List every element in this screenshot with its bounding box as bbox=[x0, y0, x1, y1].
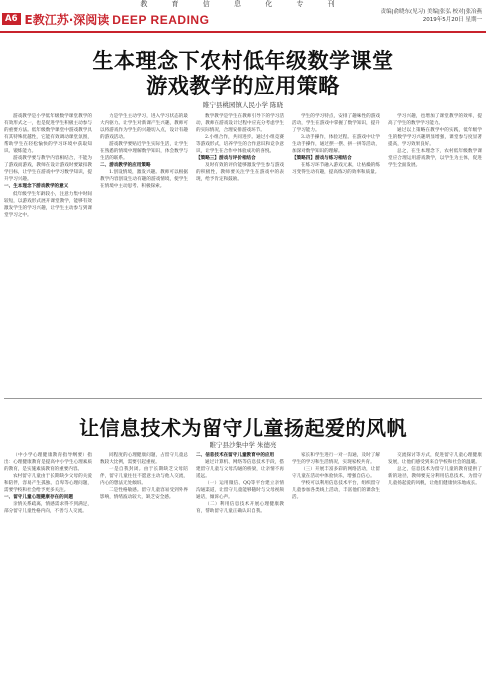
section-heading: 【策略三】游戏与评价相结合 bbox=[196, 156, 256, 162]
article2-byline: 睢宁县沙集中学 朱德亮 bbox=[209, 441, 277, 449]
paragraph: 通过计算机、网络等信息技术手段，搭建留守儿童与父母沟通的桥梁，让亲情不再遥远。 bbox=[196, 460, 284, 480]
masthead-rule bbox=[0, 31, 486, 33]
paragraph: 学校可以利用信息技术平台，组织留守儿童参加各类线上活动，丰富他们的课余生活。 bbox=[292, 481, 380, 501]
article2-column-1 bbox=[4, 452, 92, 690]
paragraph: 农村留守儿童由于长期缺少父母的关爱和陪伴，容易产生孤独、自卑等心理问题，需要学校和社会给予更多关注。 bbox=[4, 474, 92, 494]
paragraph: 一是自我封闭。由于长期缺乏父母陪伴，留守儿童往往不愿意主动与他人交流，内心的想法无处倾诉。 bbox=[100, 467, 188, 487]
paragraph: 家长和学生进行一对一沟通，及时了解学生的学习和生活情况，实现家校共育。 bbox=[292, 453, 380, 466]
paragraph: 及时有效的评价能够激发学生参与游戏的积极性，教师要关注学生在游戏中的表现，给予肯定和鼓励。 bbox=[196, 163, 284, 183]
article2-column-4 bbox=[292, 452, 380, 690]
paragraph: 交流探讨等方式，促进留守儿童心理健康发展，让他们感受到来自学校和社会的温暖。 bbox=[388, 453, 482, 466]
column-title bbox=[25, 11, 210, 28]
section-heading: 【策略四】游戏与练习相结合 bbox=[292, 156, 352, 162]
article1-title-line1: 生本理念下农村低年级数学课堂 bbox=[92, 49, 394, 73]
paragraph: 总之，在生本理念下，农村低年级数学课堂应合理运用游戏教学，以学生为主体，促进学生全面发展。 bbox=[388, 149, 482, 169]
paragraph: 游戏教学是小学低年级数学课堂教学的有效形式之一，也是促进学生积极主动参与的重要方法。低年级数学课堂中游戏教学具有其特殊优越性，它能有效调动课堂氛围，帮助学生在轻松愉快的学习环境中获取知识、锻炼能力。 bbox=[4, 114, 92, 155]
paragraph: 亲情关系疏离，情感需求得不到满足，部分留守儿童性格内向，不善与人交流。 bbox=[4, 502, 92, 515]
column-title-en: DEEP READING bbox=[112, 12, 210, 27]
paragraph: 数学教学是学生在教师引导下的学习活动，教师在游戏设计过程中应充分考虑学生的实际情况，合理安排游戏环节。 bbox=[196, 114, 284, 134]
paragraph: （一）运用微信、QQ等平台建立亲情沟通渠道，让留守儿童能够随时与父母视频通话，倾诉心声。 bbox=[196, 481, 284, 501]
masthead bbox=[0, 9, 486, 29]
paragraph: 1.创设情境，激发兴趣。教师可以根据教学内容创设生动有趣的游戏情境，使学生在情境中主动思考、积极探索。 bbox=[100, 170, 188, 190]
editor-credits: 责编|俞晓东(见习) 美编|张弘 校对|张冶燕 bbox=[380, 9, 482, 15]
section-heading: 一、留守儿童心理健康存在的问题 bbox=[4, 495, 73, 501]
paragraph: 学习兴趣，也增加了课堂教学的效率，提高了学生的数学学习能力。 bbox=[388, 114, 482, 127]
article1-column-2 bbox=[100, 113, 188, 391]
article-divider bbox=[4, 398, 482, 399]
article1-byline: 睢宁县桃园镇人民小学 陈晓 bbox=[202, 101, 284, 109]
masthead-info bbox=[381, 9, 482, 24]
paragraph: 二是性格敏感。留守儿童容易受到外界影响，情绪波动较大，缺乏安全感。 bbox=[100, 488, 188, 501]
paragraph: 力是学生主动学习，进入学习状态的最大内驱力。让学生对新课产生兴趣，教师可以将游戏作为学生的兴趣切入点，设计有趣的游戏活动。 bbox=[100, 114, 188, 141]
article2-column-3 bbox=[196, 452, 284, 690]
paragraph: 通过以上策略在教学中的实践，低年级学生的数学学习兴趣明显增强，课堂参与度显著提高，学习效果良好。 bbox=[388, 128, 482, 148]
article1-column-4 bbox=[292, 113, 380, 391]
section-heading: 二、信息技术在留守儿童教育中的应用 bbox=[196, 453, 275, 458]
column-title-cn: E教江苏·深阅读 bbox=[24, 12, 110, 27]
paragraph: 在练习环节融入游戏元素，让枯燥的练习变得生动有趣，提高练习的效率和质量。 bbox=[292, 163, 380, 176]
masthead-slogan-bar bbox=[0, 0, 486, 8]
paragraph: 总之，信息技术为留守儿童的教育提供了新的途径，教师要充分利用信息技术，为留守儿童扬起爱的风帆，让他们健康快乐地成长。 bbox=[388, 467, 482, 487]
masthead-slogan: 教 育 信 息 化 专 刊 bbox=[140, 0, 346, 8]
article1-column-3 bbox=[196, 113, 284, 391]
paragraph: 游戏教学要与教学内容相结合，不能为了游戏而游戏，教师在设计游戏时要紧扣教学目标，让学生在游戏中学习数学知识，提升学习兴趣。 bbox=[4, 156, 92, 183]
issue-date: 2019年5月20日 星期一 bbox=[422, 16, 482, 23]
article1-title-line2: 游戏教学的应用策略 bbox=[146, 74, 340, 98]
paragraph: 2.小组合作，共同进步。通过小组竞赛等游戏形式，培养学生的合作意识和竞争意识，让学生在合作中体验成功的喜悦。 bbox=[196, 135, 284, 155]
article1-column-5 bbox=[388, 113, 482, 391]
paragraph: 3.动手操作，体验过程。在游戏中让学生动手操作，通过摆一摆、拼一拼等活动，加深对数学知识的理解。 bbox=[292, 135, 380, 155]
article2-column-5 bbox=[388, 452, 482, 690]
paragraph: （二）利用信息技术开展心理健康教育，帮助留守儿童正确认识自我。 bbox=[196, 502, 284, 515]
paragraph: 学生的学习特点，安排了趣味性的游戏活动，学生在游戏中掌握了数学知识，提升了学习能力。 bbox=[292, 114, 380, 134]
article1-column-1 bbox=[4, 113, 92, 391]
paragraph: 同程度的心理健康问题，占留守儿童总数较大比例，需要引起重视。 bbox=[100, 453, 188, 466]
paragraph: 低年级学生年龄较小，注意力集中时间较短，以游戏形式展开课堂教学，能够有效激发学生的学习兴趣，让学生主动参与到课堂学习之中。 bbox=[4, 191, 92, 218]
article2-title: 让信息技术为留守儿童扬起爱的风帆 bbox=[79, 416, 407, 440]
section-heading: 一、生本理念下游戏教学的意义 bbox=[4, 184, 69, 190]
article2-column-2 bbox=[100, 452, 188, 690]
paragraph: 游戏教学要贴近学生实际生活，让学生在熟悉的情境中理解数学知识，体会数学与生活的联系。 bbox=[100, 142, 188, 162]
paragraph: （三）开展丰富多彩的网络活动，让留守儿童在活动中体验快乐，增强自信心。 bbox=[292, 467, 380, 480]
page-number-tag: A6 bbox=[2, 13, 21, 25]
paragraph: （中小学心理健康教育指导纲要）指出：心理健康教育是提高中小学生心理素质的教育，是实施素质教育的重要内容。 bbox=[4, 453, 92, 473]
section-heading: 二、游戏教学的应用策略 bbox=[100, 163, 151, 169]
